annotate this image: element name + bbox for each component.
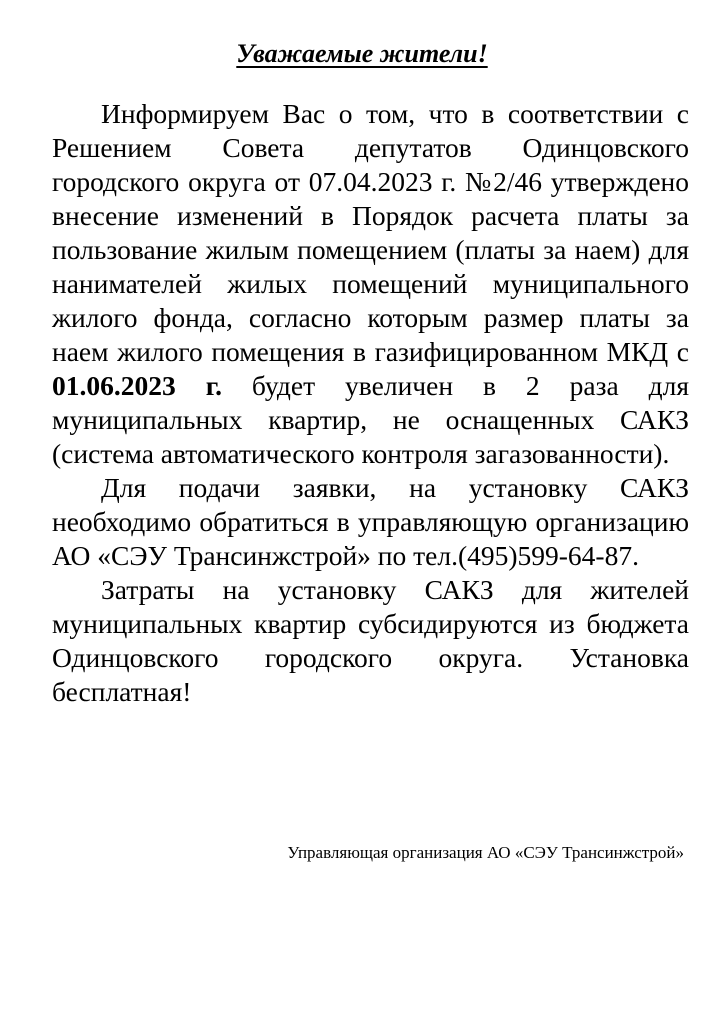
- paragraph-rate-change-text-end: будет увеличен в 2 раза для муниципальных квартир, не оснащенных САКЗ (система автоматического контроля загазованности).: [52, 370, 689, 469]
- paragraph-subsidy: Затраты на установку САКЗ для жителей муниципальных квартир субсидируются из бюджета Одинцовского городского округа. Установка бесплатная!: [52, 574, 689, 707]
- signature: Управляющая организация АО «СЭУ Трансинжстрой»: [287, 843, 684, 862]
- paragraph-rate-change: [52, 97, 689, 471]
- paragraph-application: Для подачи заявки, на установку САКЗ необходимо обратиться в управляющую организацию АО «СЭУ Трансинжстрой» по тел.(495)599-64-87.: [52, 472, 689, 571]
- effective-date: 01.06.2023 г.: [52, 370, 222, 401]
- paragraph-rate-change-text-start: Информируем Вас о том, что в соответствии с Решением Совета депутатов Одинцовского городского округа от 07.04.2023 г. №2/46 утверждено внесение изменений в Порядок расчета платы за пользование жилым помещением (платы за наем) для нанимателей жилых помещений муниципального жилого фонда, согласно которым размер платы за наем жилого помещения в газифицированном МКД с: [52, 98, 689, 367]
- notice-title: Уважаемые жители!: [236, 39, 488, 68]
- notice-body: [52, 97, 689, 709]
